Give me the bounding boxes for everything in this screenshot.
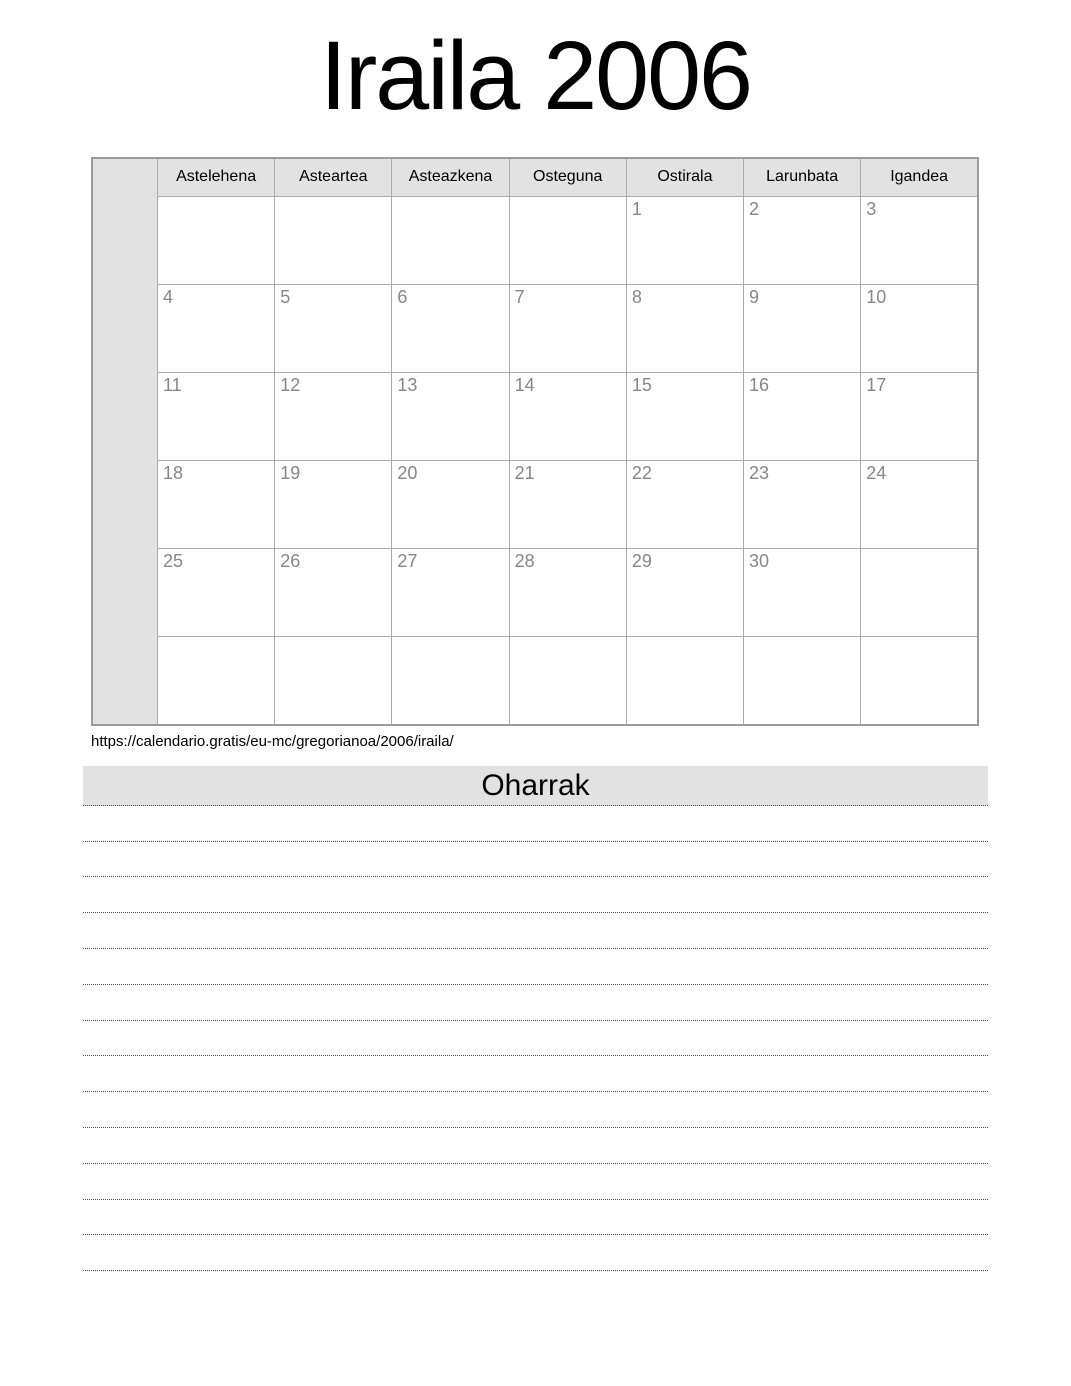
- weekday-header: Asteazkena: [392, 158, 509, 197]
- day-cell: 23: [744, 460, 861, 548]
- day-cell: 10: [861, 284, 978, 372]
- day-cell: 24: [861, 460, 978, 548]
- weekday-header: Astelehena: [158, 158, 275, 197]
- note-line: [83, 1235, 988, 1271]
- empty-day-cell: [392, 636, 509, 725]
- weekday-header: Osteguna: [509, 158, 626, 197]
- week-row: [92, 636, 978, 725]
- day-cell: 28: [509, 548, 626, 636]
- empty-day-cell: [744, 636, 861, 725]
- day-cell: 7: [509, 284, 626, 372]
- day-cell: 20: [392, 460, 509, 548]
- source-url-text: https://calendario.gratis/eu-mc/gregorianoa/2006/iraila/: [91, 732, 454, 750]
- empty-day-cell: [509, 636, 626, 725]
- week-row: [92, 548, 978, 636]
- empty-day-cell: [392, 196, 509, 284]
- day-cell: 2: [744, 196, 861, 284]
- day-cell: 9: [744, 284, 861, 372]
- day-cell: 8: [626, 284, 743, 372]
- day-cell: 27: [392, 548, 509, 636]
- week-row: [92, 460, 978, 548]
- note-line: [83, 913, 988, 949]
- week-row: [92, 196, 978, 284]
- day-cell: 22: [626, 460, 743, 548]
- day-cell: 6: [392, 284, 509, 372]
- day-cell: 17: [861, 372, 978, 460]
- note-line: [83, 985, 988, 1021]
- note-line: [83, 806, 988, 842]
- day-cell: 14: [509, 372, 626, 460]
- empty-day-cell: [861, 636, 978, 725]
- note-line: [83, 1092, 988, 1128]
- empty-day-cell: [626, 636, 743, 725]
- note-line: [83, 1200, 988, 1236]
- notes-title: Oharrak: [481, 768, 590, 802]
- empty-day-cell: [861, 548, 978, 636]
- day-cell: 16: [744, 372, 861, 460]
- day-cell: 15: [626, 372, 743, 460]
- note-line: [83, 1056, 988, 1092]
- note-lines: [83, 806, 988, 1271]
- weekday-header: Asteartea: [275, 158, 392, 197]
- day-cell: 25: [158, 548, 275, 636]
- day-cell: 26: [275, 548, 392, 636]
- day-cell: 4: [158, 284, 275, 372]
- weekday-header: Larunbata: [744, 158, 861, 197]
- empty-day-cell: [158, 636, 275, 725]
- weekday-header: Igandea: [861, 158, 978, 197]
- note-line: [83, 949, 988, 985]
- day-cell: 13: [392, 372, 509, 460]
- notes-header: [83, 766, 988, 806]
- day-cell: 12: [275, 372, 392, 460]
- day-cell: 18: [158, 460, 275, 548]
- day-cell: 21: [509, 460, 626, 548]
- day-cell: 5: [275, 284, 392, 372]
- notes-section: [83, 766, 988, 1271]
- weekday-header-row: [92, 158, 978, 197]
- note-line: [83, 877, 988, 913]
- day-cell: 1: [626, 196, 743, 284]
- week-row: [92, 284, 978, 372]
- day-cell: 11: [158, 372, 275, 460]
- note-line: [83, 1164, 988, 1200]
- empty-day-cell: [509, 196, 626, 284]
- page-title: Iraila 2006: [320, 21, 751, 130]
- weekday-header: Ostirala: [626, 158, 743, 197]
- note-line: [83, 1021, 988, 1057]
- empty-day-cell: [158, 196, 275, 284]
- note-line: [83, 1128, 988, 1164]
- day-cell: 19: [275, 460, 392, 548]
- day-cell: 30: [744, 548, 861, 636]
- week-strip-column: [92, 158, 158, 725]
- empty-day-cell: [275, 636, 392, 725]
- day-cell: 3: [861, 196, 978, 284]
- note-line: [83, 842, 988, 878]
- day-cell: 29: [626, 548, 743, 636]
- calendar-table: [91, 157, 979, 726]
- empty-day-cell: [275, 196, 392, 284]
- week-row: [92, 372, 978, 460]
